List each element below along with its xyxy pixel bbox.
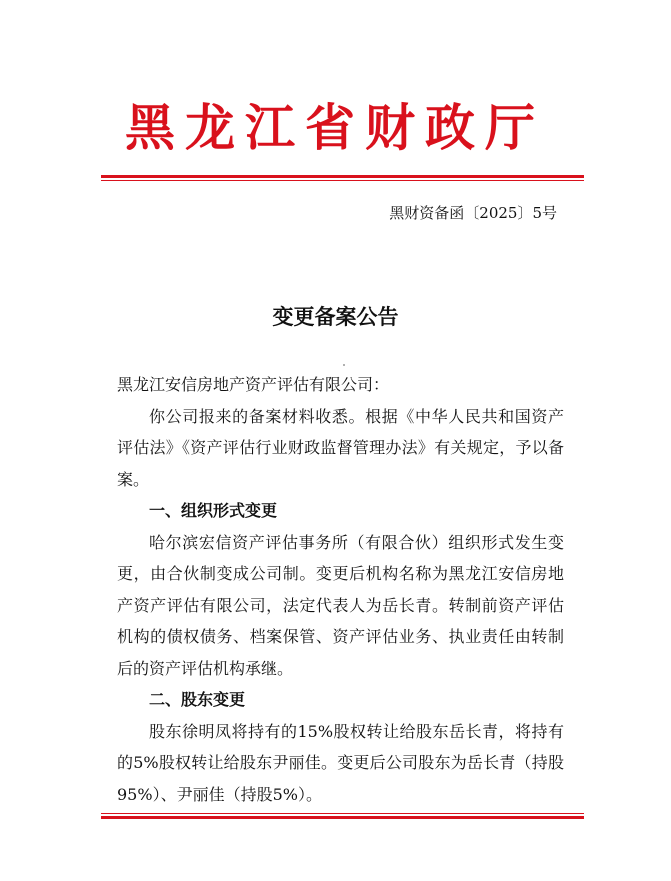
document-body <box>117 369 564 810</box>
section-heading-1: 一、组织形式变更 <box>149 501 278 520</box>
header-rule-thin <box>101 180 584 181</box>
intro-paragraph: 你公司报来的备案材料收悉。根据《中华人民共和国资产评估法》《资产评估行业财政监督管理办法》有关规定，予以备案。 <box>117 406 564 489</box>
scan-dot <box>343 364 345 366</box>
document-title: 变更备案公告 <box>272 304 399 329</box>
section-heading-2: 二、股东变更 <box>149 690 246 709</box>
document-number: 黑财资备函〔2025〕5号 <box>389 204 557 222</box>
section-text-1: 哈尔滨宏信资产评估事务所（有限合伙）组织形式发生变更，由合伙制变成公司制。变更后机构名称为黑龙江安信房地产资产评估有限公司，法定代表人为岳长青。转制前资产评估机构的债权债务、档案保管、资产评估业务、执业责任由转制后的资产评估机构承继。 <box>117 532 564 678</box>
footer-rule-thin <box>101 813 584 814</box>
section-text-2: 股东徐明凤将持有的15%股权转让给股东岳长青，将持有的5%股权转让给股东尹丽佳。变更后公司股东为岳长青（持股95%）、尹丽佳（持股5%）。 <box>117 721 564 804</box>
footer-rule-thick <box>101 816 584 819</box>
addressee: 黑龙江安信房地产资产评估有限公司： <box>117 375 390 394</box>
header-rule-thick <box>101 175 584 178</box>
issuer-title: 黑龙江省财政厅 <box>125 98 545 157</box>
